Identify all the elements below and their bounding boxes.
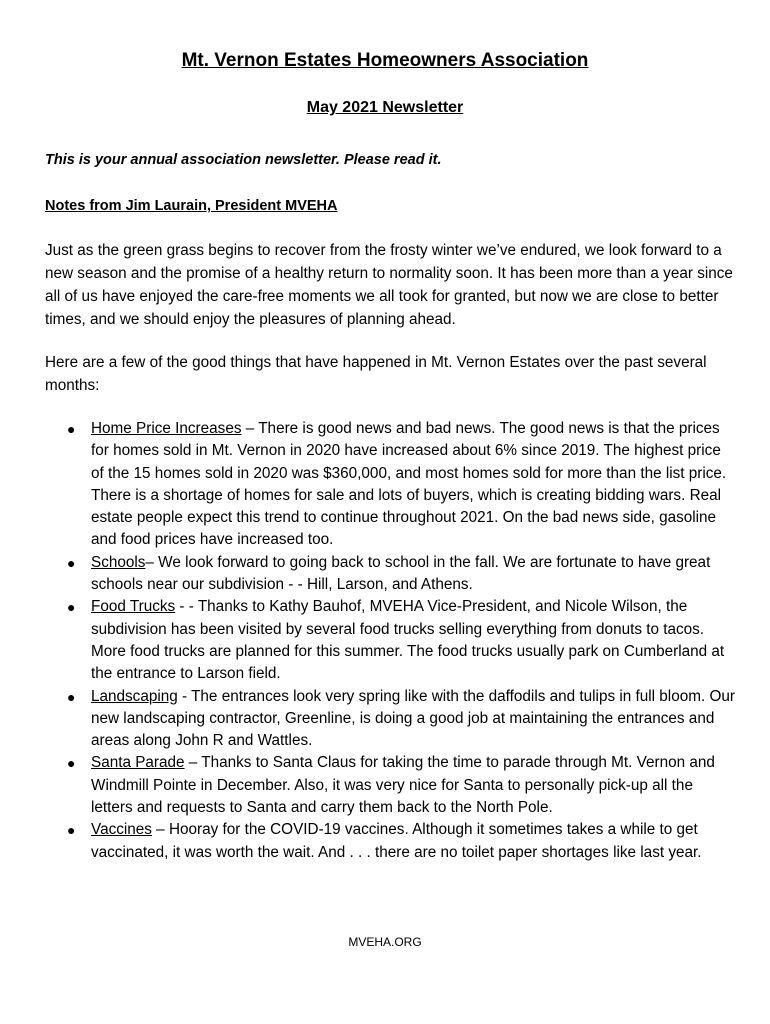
- list-item-text: – Hooray for the COVID-19 vaccines. Although it sometimes takes a while to get vaccinated, it was worth the wait. And . . . there are no toilet paper shortages like last year.: [91, 821, 702, 861]
- page-subtitle: [0, 99, 770, 117]
- list-item-heading: Schools: [91, 553, 146, 571]
- list-item-home-prices: [45, 418, 735, 552]
- bullet-icon: ●: [67, 421, 76, 437]
- footer-website: MVEHA.ORG: [348, 935, 422, 949]
- good-things-list: [45, 418, 735, 864]
- bullet-icon: ●: [67, 688, 76, 705]
- list-item-heading: Santa Parade: [91, 754, 185, 772]
- list-item-schools: [45, 552, 735, 597]
- list-item-landscaping: [45, 686, 735, 753]
- bullet-icon: ●: [67, 554, 76, 571]
- list-item-santa-parade: [45, 752, 735, 819]
- subtitle-text: May 2021 Newsletter: [306, 99, 464, 116]
- title-text: Mt. Vernon Estates Homeowners Association: [181, 50, 589, 71]
- paragraph-opening: Just as the green grass begins to recover from the frosty winter we’ve endured, we look forward to a new season and the promise of a healthy return to normality soon. It has been more than a year since all of us have enjoyed the care-free moments we all took for granted, but now we are close to better times, and we should enjoy the pleasures of planning ahead.: [45, 242, 733, 328]
- bullet-icon: ●: [67, 599, 76, 616]
- list-item-text: – We look forward to going back to school in the fall. We are fortunate to have great schools near our subdivision - - Hill, Larson, and Athens.: [91, 553, 711, 594]
- paragraph-good-things: Here are a few of the good things that have happened in Mt. Vernon Estates over the past several months:: [45, 354, 707, 394]
- list-item-heading: Home Price Increases: [91, 420, 242, 437]
- intro-line: This is your annual association newsletter. Please read it.: [45, 152, 442, 168]
- page-title: [0, 50, 770, 72]
- bullet-icon: ●: [67, 755, 76, 772]
- list-item-vaccines: [45, 819, 735, 864]
- list-item-text: - The entrances look very spring like with the daffodils and tulips in full bloom. Our new landscaping contractor, Greenline, is doing a good job at maintaining the entrances and areas along John R and Wattles.: [91, 687, 735, 750]
- list-item-text: - - Thanks to Kathy Bauhof, MVEHA Vice-President, and Nicole Wilson, the subdivision has been visited by several food trucks selling everything from donuts to tacos. More food trucks are planned for this summer. The food trucks usually park on Cumberland at the entrance to Larson field.: [91, 598, 725, 683]
- list-item-text: – Thanks to Santa Claus for taking the time to parade through Mt. Vernon and Windmill Pointe in December. Also, it was very nice for Santa to personally pick-up all the letters and requests to Santa and carry them back to the North Pole.: [91, 754, 715, 817]
- list-item-food-trucks: [45, 596, 735, 685]
- list-item-heading: Food Trucks: [91, 598, 176, 616]
- list-item-heading: Landscaping: [91, 687, 178, 705]
- notes-heading: Notes from Jim Laurain, President MVEHA: [45, 198, 338, 214]
- list-item-heading: Vaccines: [91, 821, 152, 839]
- list-item-text: – There is good news and bad news. The good news is that the prices for homes sold in Mt. Vernon in 2020 have increased about 6% since 2019. The highest price of the 15 homes sold in 2020 was $360,000, and most homes sold for more than the list price. There is a shortage of homes for sale and lots of buyers, which is creating bidding wars. Real estate people expect this trend to continue throughout 2021. On the bad news side, gasoline and food prices have increased too.: [91, 420, 727, 549]
- bullet-icon: ●: [67, 822, 76, 839]
